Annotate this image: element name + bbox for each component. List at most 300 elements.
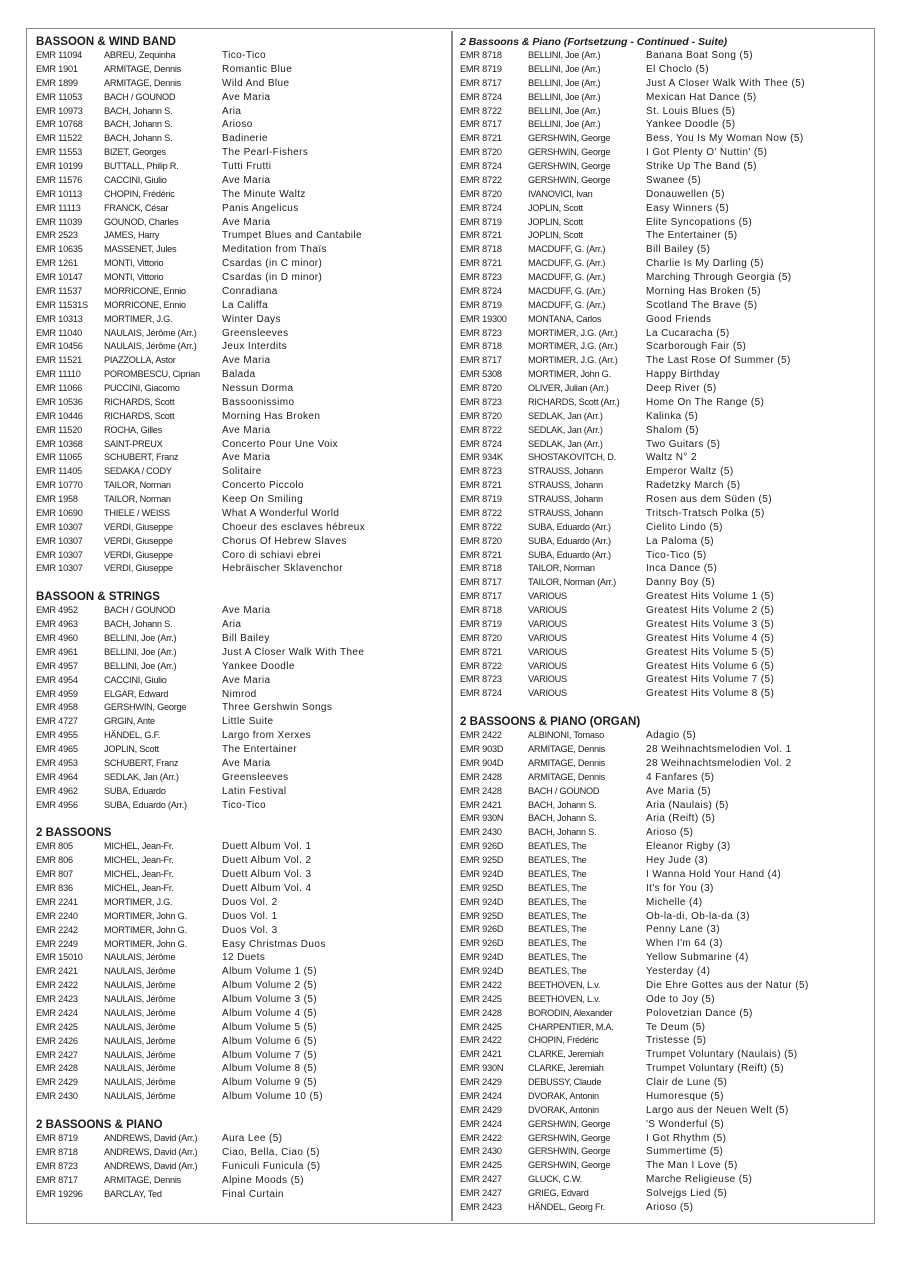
title: Clair de Lune (5) <box>646 1077 728 1088</box>
title: What A Wonderful World <box>222 507 340 519</box>
composer: STRAUSS, Johann <box>528 494 603 504</box>
catalog-number: EMR 4958 <box>36 702 78 713</box>
catalog-number: EMR 836 <box>36 883 73 893</box>
title: Greatest Hits Volume 8 (5) <box>646 688 775 700</box>
catalog-number: EMR 1958 <box>36 494 78 504</box>
catalog-number: EMR 2425 <box>36 1021 78 1032</box>
composer: MICHEL, Jean-Fr. <box>104 855 174 866</box>
catalog-number: EMR 8720 <box>460 383 502 393</box>
title: I Got Rhythm (5) <box>646 1132 727 1144</box>
catalog-entry <box>460 340 868 354</box>
title: Chorus Of Hebrew Slaves <box>222 535 347 547</box>
catalog-entry <box>460 327 868 341</box>
catalog-number: EMR 8717 <box>460 591 502 602</box>
title: Marching Through Georgia (5) <box>646 272 792 283</box>
catalog-entry <box>36 63 444 77</box>
title: Emperor Waltz (5) <box>646 466 734 478</box>
catalog-entry <box>36 243 444 257</box>
catalog-number: EMR 8721 <box>460 646 502 657</box>
title: Duos Vol. 3 <box>222 924 278 936</box>
catalog-number: EMR 2430 <box>460 1146 502 1157</box>
catalog-number: EMR 10199 <box>36 161 83 171</box>
title: Duett Album Vol. 4 <box>222 883 312 894</box>
catalog-section-2-bassoons-piano <box>36 1118 444 1201</box>
section-spacer <box>36 576 444 590</box>
catalog-entry <box>460 1104 868 1118</box>
catalog-entry <box>36 396 444 410</box>
title: Just A Closer Walk With Thee <box>222 646 365 658</box>
catalog-entry <box>460 382 868 396</box>
title: Michelle (4) <box>646 896 703 908</box>
composer: BELLINI, Joe (Arr.) <box>104 633 177 643</box>
composer: GERSHWIN, George <box>528 1146 611 1157</box>
catalog-number: EMR 10456 <box>36 341 83 352</box>
title: Yesterday (4) <box>646 966 711 977</box>
catalog-number: EMR 2523 <box>36 230 78 241</box>
catalog-entry <box>36 465 444 479</box>
catalog-entry <box>460 882 868 896</box>
catalog-number: EMR 10446 <box>36 410 83 421</box>
composer: POROMBESCU, Ciprian <box>104 369 200 380</box>
catalog-number: EMR 924D <box>460 952 504 963</box>
title: 28 Weihnachtsmelodien Vol. 2 <box>646 757 792 769</box>
composer: VERDI, Giuseppe <box>104 521 173 532</box>
catalog-entry <box>460 410 868 424</box>
catalog-entry <box>36 410 444 424</box>
catalog-entry <box>460 285 868 299</box>
title: Album Volume 7 (5) <box>222 1049 318 1061</box>
catalog-number: EMR 11094 <box>36 50 83 60</box>
title: 4 Fanfares (5) <box>646 771 715 783</box>
title: Funiculi Funicula (5) <box>222 1160 321 1172</box>
composer: DVORAK, Antonin <box>528 1104 599 1115</box>
title: Greatest Hits Volume 1 (5) <box>646 591 775 603</box>
right-column <box>460 35 868 1215</box>
composer: TAILOR, Norman (Arr.) <box>528 577 616 588</box>
catalog-number: EMR 11576 <box>36 174 83 185</box>
catalog-number: EMR 924D <box>460 966 504 976</box>
catalog-entry <box>36 979 444 993</box>
catalog-entry <box>36 340 444 354</box>
section-heading: BASSOON & WIND BAND <box>36 36 176 48</box>
composer: VARIOUS <box>528 605 567 615</box>
composer: ARMITAGE, Dennis <box>528 744 606 754</box>
catalog-number: EMR 934K <box>460 452 503 463</box>
composer: VARIOUS <box>528 660 567 671</box>
catalog-list <box>36 1132 444 1201</box>
composer: ARMITAGE, Dennis <box>104 1174 182 1185</box>
composer: SUBA, Eduardo (Arr.) <box>528 549 611 560</box>
composer: ROCHA, Gilles <box>104 424 163 435</box>
catalog-entry <box>36 674 444 688</box>
composer: MORTIMER, J.G. (Arr.) <box>528 355 618 366</box>
composer: BIZET, Georges <box>104 147 166 158</box>
title: Album Volume 2 (5) <box>222 980 318 992</box>
catalog-entry <box>460 451 868 465</box>
catalog-entry <box>36 743 444 757</box>
composer: NAULAIS, Jérôme <box>104 1035 176 1046</box>
catalog-entry <box>36 146 444 160</box>
composer: BACH, Johann S. <box>528 827 597 838</box>
catalog-number: EMR 8718 <box>460 341 502 352</box>
title: Ave Maria <box>222 216 271 228</box>
catalog-list <box>36 840 444 1104</box>
composer: MICHEL, Jean-Fr. <box>104 883 174 893</box>
catalog-number: EMR 8722 <box>460 105 502 116</box>
catalog-entry <box>460 632 868 646</box>
composer: BACH / GOUNOD <box>104 91 176 102</box>
catalog-entry <box>36 882 444 896</box>
composer: VERDI, Giuseppe <box>104 535 173 546</box>
composer: GERSHWIN, George <box>528 1118 611 1129</box>
catalog-number: EMR 924D <box>460 896 504 907</box>
catalog-entry <box>36 688 444 702</box>
title: Greatest Hits Volume 7 (5) <box>646 674 775 686</box>
catalog-number: EMR 926D <box>460 924 504 935</box>
catalog-entry <box>460 257 868 271</box>
catalog-number: EMR 4956 <box>36 799 78 810</box>
catalog-entry <box>36 1035 444 1049</box>
composer: NAULAIS, Jérôme <box>104 1091 176 1102</box>
title: Solitaire <box>222 466 262 478</box>
title: Aura Lee (5) <box>222 1133 283 1144</box>
composer: CHARPENTIER, M.A. <box>528 1021 614 1032</box>
composer: DEBUSSY, Claude <box>528 1077 602 1087</box>
section-heading: 2 BASSOONS <box>36 827 112 840</box>
composer: BEATLES, The <box>528 841 587 852</box>
title: Nimrod <box>222 688 257 700</box>
catalog-number: EMR 4727 <box>36 716 78 727</box>
catalog-number: EMR 8721 <box>460 549 502 560</box>
title: Csardas (in D minor) <box>222 272 323 283</box>
composer: NAULAIS, Jérôme <box>104 966 176 977</box>
title: Cielito Lindo (5) <box>646 521 723 533</box>
title: Banana Boat Song (5) <box>646 50 753 61</box>
title: Bassoonissimo <box>222 396 295 408</box>
composer: NAULAIS, Jérôme <box>104 1063 176 1074</box>
title: Album Volume 9 (5) <box>222 1077 318 1089</box>
catalog-number: EMR 8717 <box>460 355 502 366</box>
catalog-entry <box>460 354 868 368</box>
catalog-entry <box>36 549 444 563</box>
catalog-entry <box>36 535 444 549</box>
catalog-entry <box>36 868 444 882</box>
catalog-number: EMR 2424 <box>460 1118 502 1129</box>
composer: RICHARDS, Scott <box>104 396 175 407</box>
title: Strike Up The Band (5) <box>646 161 757 172</box>
catalog-entry <box>36 285 444 299</box>
title: Panis Angelicus <box>222 202 299 214</box>
catalog-entry <box>460 105 868 119</box>
composer: TAILOR, Norman <box>528 563 595 574</box>
catalog-number: EMR 2429 <box>460 1104 502 1115</box>
catalog-entry <box>36 229 444 243</box>
composer: BEETHOVEN, L.v. <box>528 993 601 1004</box>
catalog-entry <box>460 896 868 910</box>
title: Ave Maria <box>222 452 271 464</box>
catalog-entry <box>460 1090 868 1104</box>
composer: ANDREWS, David (Arr.) <box>104 1133 198 1143</box>
title: Home On The Range (5) <box>646 396 765 408</box>
title: Album Volume 3 (5) <box>222 994 318 1005</box>
catalog-number: EMR 10635 <box>36 244 83 255</box>
composer: GOUNOD, Charles <box>104 216 179 227</box>
catalog-number: EMR 11113 <box>36 202 81 213</box>
composer: MICHEL, Jean-Fr. <box>104 841 174 852</box>
catalog-entry <box>460 771 868 785</box>
catalog-entry <box>460 757 868 771</box>
catalog-number: EMR 8724 <box>460 285 502 296</box>
composer: NAULAIS, Jérôme <box>104 1007 176 1018</box>
title: Charlie Is My Darling (5) <box>646 258 764 270</box>
catalog-section-bassoon-wind-band <box>36 35 444 576</box>
catalog-number: EMR 8718 <box>460 244 502 255</box>
title: Latin Festival <box>222 785 287 797</box>
composer: CLARKE, Jeremiah <box>528 1049 604 1060</box>
catalog-number: EMR 926D <box>460 938 504 949</box>
composer: MACDUFF, G. (Arr.) <box>528 244 606 255</box>
title: Aria <box>222 105 242 117</box>
catalog-number: EMR 10690 <box>36 507 83 518</box>
catalog-number: EMR 2426 <box>36 1035 78 1046</box>
title: Album Volume 6 (5) <box>222 1035 318 1047</box>
section-heading: 2 Bassoons & Piano (Fortsetzung - Continued - Suite) <box>460 36 728 48</box>
title: Hebräischer Sklavenchor <box>222 563 343 575</box>
catalog-entry <box>460 604 868 618</box>
catalog-number: EMR 11520 <box>36 424 83 435</box>
catalog-number: EMR 11537 <box>36 285 83 296</box>
composer: ANDREWS, David (Arr.) <box>104 1146 198 1157</box>
catalog-entry <box>36 493 444 507</box>
composer: SEDLAK, Jan (Arr.) <box>528 410 603 421</box>
title: Polovetzian Dance (5) <box>646 1007 753 1019</box>
catalog-number: EMR 2425 <box>460 1021 502 1032</box>
title: Album Volume 1 (5) <box>222 966 318 978</box>
composer: THIELE / WEISS <box>104 507 170 518</box>
catalog-entry <box>36 1021 444 1035</box>
composer: NAULAIS, Jérôme <box>104 994 176 1004</box>
catalog-number: EMR 19300 <box>460 313 507 324</box>
composer: MONTANA, Carlos <box>528 313 602 324</box>
catalog-entry <box>36 521 444 535</box>
composer: ARMITAGE, Dennis <box>104 63 182 74</box>
catalog-entry <box>36 965 444 979</box>
catalog-number: EMR 924D <box>460 868 504 879</box>
catalog-number: EMR 11110 <box>36 369 81 380</box>
catalog-entry <box>460 1173 868 1187</box>
composer: GERSHWIN, George <box>528 174 611 185</box>
catalog-entry <box>36 938 444 952</box>
title: Wild And Blue <box>222 77 290 89</box>
catalog-entry <box>460 1145 868 1159</box>
composer: SEDAKA / CODY <box>104 466 172 477</box>
title: Alpine Moods (5) <box>222 1174 304 1186</box>
catalog-entry <box>460 188 868 202</box>
catalog-list <box>36 604 444 812</box>
title: Greensleeves <box>222 771 289 783</box>
title: Trumpet Voluntary (Naulais) (5) <box>646 1049 798 1061</box>
section-spacer <box>36 812 444 826</box>
catalog-number: EMR 2427 <box>460 1174 502 1185</box>
title: Album Volume 8 (5) <box>222 1063 318 1075</box>
catalog-number: EMR 4964 <box>36 771 78 782</box>
catalog-entry <box>460 146 868 160</box>
catalog-entry <box>460 1187 868 1201</box>
composer: BELLINI, Joe (Arr.) <box>528 50 601 60</box>
title: Greatest Hits Volume 5 (5) <box>646 646 775 658</box>
catalog-entry <box>36 424 444 438</box>
catalog-number: EMR 8722 <box>460 660 502 671</box>
catalog-number: EMR 806 <box>36 855 73 866</box>
title: The Entertainer (5) <box>646 230 738 242</box>
composer: BACH, Johann S. <box>528 813 597 824</box>
catalog-entry <box>460 313 868 327</box>
title: Tico-Tico (5) <box>646 549 707 561</box>
composer: MICHEL, Jean-Fr. <box>104 869 174 880</box>
catalog-entry <box>460 840 868 854</box>
catalog-entry <box>460 785 868 799</box>
title: Just A Closer Walk With Thee (5) <box>646 77 805 89</box>
title: Mexican Hat Dance (5) <box>646 91 757 103</box>
composer: BACH, Johann S. <box>528 799 597 810</box>
catalog-entry <box>460 1021 868 1035</box>
composer: PIAZZOLLA, Astor <box>104 355 176 366</box>
catalog-number: EMR 8724 <box>460 202 502 213</box>
composer: FRANCK, César <box>104 202 169 213</box>
composer: BACH / GOUNOD <box>528 785 600 796</box>
composer: VARIOUS <box>528 646 567 657</box>
catalog-number: EMR 8719 <box>460 63 502 74</box>
composer: SUBA, Eduardo <box>104 785 166 796</box>
composer: GERSHWIN, George <box>528 1132 611 1143</box>
section-spacer <box>36 1104 444 1118</box>
composer: BEETHOVEN, L.v. <box>528 979 601 990</box>
catalog-number: EMR 1901 <box>36 63 78 74</box>
title: Bill Bailey <box>222 633 270 644</box>
catalog-entry <box>36 646 444 660</box>
title: Jeux Interdits <box>222 341 288 353</box>
title: Morning Has Broken (5) <box>646 285 761 297</box>
catalog-number: EMR 8723 <box>460 674 502 685</box>
catalog-list <box>460 49 868 701</box>
composer: GERSHWIN, George <box>528 147 611 158</box>
composer: HÄNDEL, G.F. <box>104 730 161 741</box>
composer: BUTTALL, Philip R. <box>104 161 179 171</box>
catalog-entry <box>460 49 868 63</box>
catalog-entry <box>36 91 444 105</box>
catalog-number: EMR 2429 <box>460 1077 502 1087</box>
catalog-entry <box>460 854 868 868</box>
composer: BEATLES, The <box>528 966 587 976</box>
section-heading: BASSOON & STRINGS <box>36 591 160 604</box>
catalog-number: EMR 2421 <box>460 1049 502 1060</box>
title: Ciao, Bella, Ciao (5) <box>222 1146 320 1158</box>
catalog-number: EMR 925D <box>460 882 504 893</box>
title: Elite Syncopations (5) <box>646 216 753 228</box>
catalog-number: EMR 8719 <box>36 1133 78 1143</box>
composer: ALBINONI, Tomaso <box>528 730 604 741</box>
catalog-number: EMR 10770 <box>36 480 83 491</box>
composer: JOPLIN, Scott <box>528 216 583 227</box>
catalog-entry <box>36 49 444 63</box>
catalog-entry <box>36 993 444 1007</box>
catalog-entry <box>36 118 444 132</box>
catalog-entry <box>460 868 868 882</box>
title: Tutti Frutti <box>222 161 272 172</box>
catalog-entry <box>460 91 868 105</box>
title: Coro di schiavi ebrei <box>222 549 321 561</box>
catalog-section-bassoon-strings <box>36 590 444 812</box>
catalog-number: EMR 8720 <box>460 410 502 421</box>
catalog-number: EMR 2421 <box>460 799 502 810</box>
composer: SUBA, Eduardo (Arr.) <box>104 799 187 810</box>
composer: OLIVER, Julian (Arr.) <box>528 383 609 393</box>
title: St. Louis Blues (5) <box>646 105 736 117</box>
catalog-number: EMR 4960 <box>36 633 78 643</box>
composer: SEDLAK, Jan (Arr.) <box>104 771 179 782</box>
catalog-entry <box>36 618 444 632</box>
composer: MORRICONE, Ennio <box>104 299 186 310</box>
title: The Last Rose Of Summer (5) <box>646 355 791 367</box>
catalog-entry <box>460 507 868 521</box>
catalog-number: EMR 8720 <box>460 147 502 158</box>
catalog-entry <box>36 1188 444 1202</box>
catalog-number: EMR 8722 <box>460 424 502 435</box>
composer: CACCINI, Giulio <box>104 174 167 185</box>
catalog-entry <box>460 646 868 660</box>
title: It's for You (3) <box>646 882 714 894</box>
composer: MORTIMER, J.G. <box>104 313 173 324</box>
catalog-entry <box>460 951 868 965</box>
catalog-entry <box>36 160 444 174</box>
composer: NAULAIS, Jérôme <box>104 980 176 991</box>
catalog-number: EMR 11065 <box>36 452 83 463</box>
composer: BEATLES, The <box>528 896 587 907</box>
catalog-number: EMR 8722 <box>460 521 502 532</box>
title: The Man I Love (5) <box>646 1160 738 1172</box>
composer: BORODIN, Alexander <box>528 1007 613 1018</box>
catalog-entry <box>460 535 868 549</box>
composer: GRIEG, Edvard <box>528 1188 589 1198</box>
composer: STRAUSS, Johann <box>528 480 603 491</box>
catalog-entry <box>36 771 444 785</box>
catalog-number: EMR 2428 <box>460 771 502 782</box>
title: Largo from Xerxes <box>222 730 312 742</box>
catalog-number: EMR 11039 <box>36 216 83 227</box>
title: Morning Has Broken <box>222 410 321 422</box>
title: Little Suite <box>222 716 274 728</box>
catalog-entry <box>460 299 868 313</box>
composer: JOPLIN, Scott <box>528 202 583 213</box>
composer: MORTIMER, J.G. (Arr.) <box>528 341 618 352</box>
composer: NAULAIS, Jérôme <box>104 1021 176 1032</box>
catalog-entry <box>460 465 868 479</box>
title: La Paloma (5) <box>646 535 715 547</box>
title: Duos Vol. 1 <box>222 910 278 922</box>
composer: ANDREWS, David (Arr.) <box>104 1160 198 1171</box>
catalog-entry <box>36 354 444 368</box>
catalog-number: EMR 8724 <box>460 161 502 171</box>
catalog-number: EMR 8722 <box>460 507 502 518</box>
catalog-number: EMR 2422 <box>460 979 502 990</box>
catalog-entry <box>460 438 868 452</box>
composer: MORTIMER, J.G. (Arr.) <box>528 327 618 338</box>
title: Waltz N° 2 <box>646 452 697 464</box>
title: Kalinka (5) <box>646 410 699 422</box>
composer: SCHUBERT, Franz <box>104 757 179 768</box>
catalog-entry <box>460 937 868 951</box>
title: Inca Dance (5) <box>646 563 718 575</box>
